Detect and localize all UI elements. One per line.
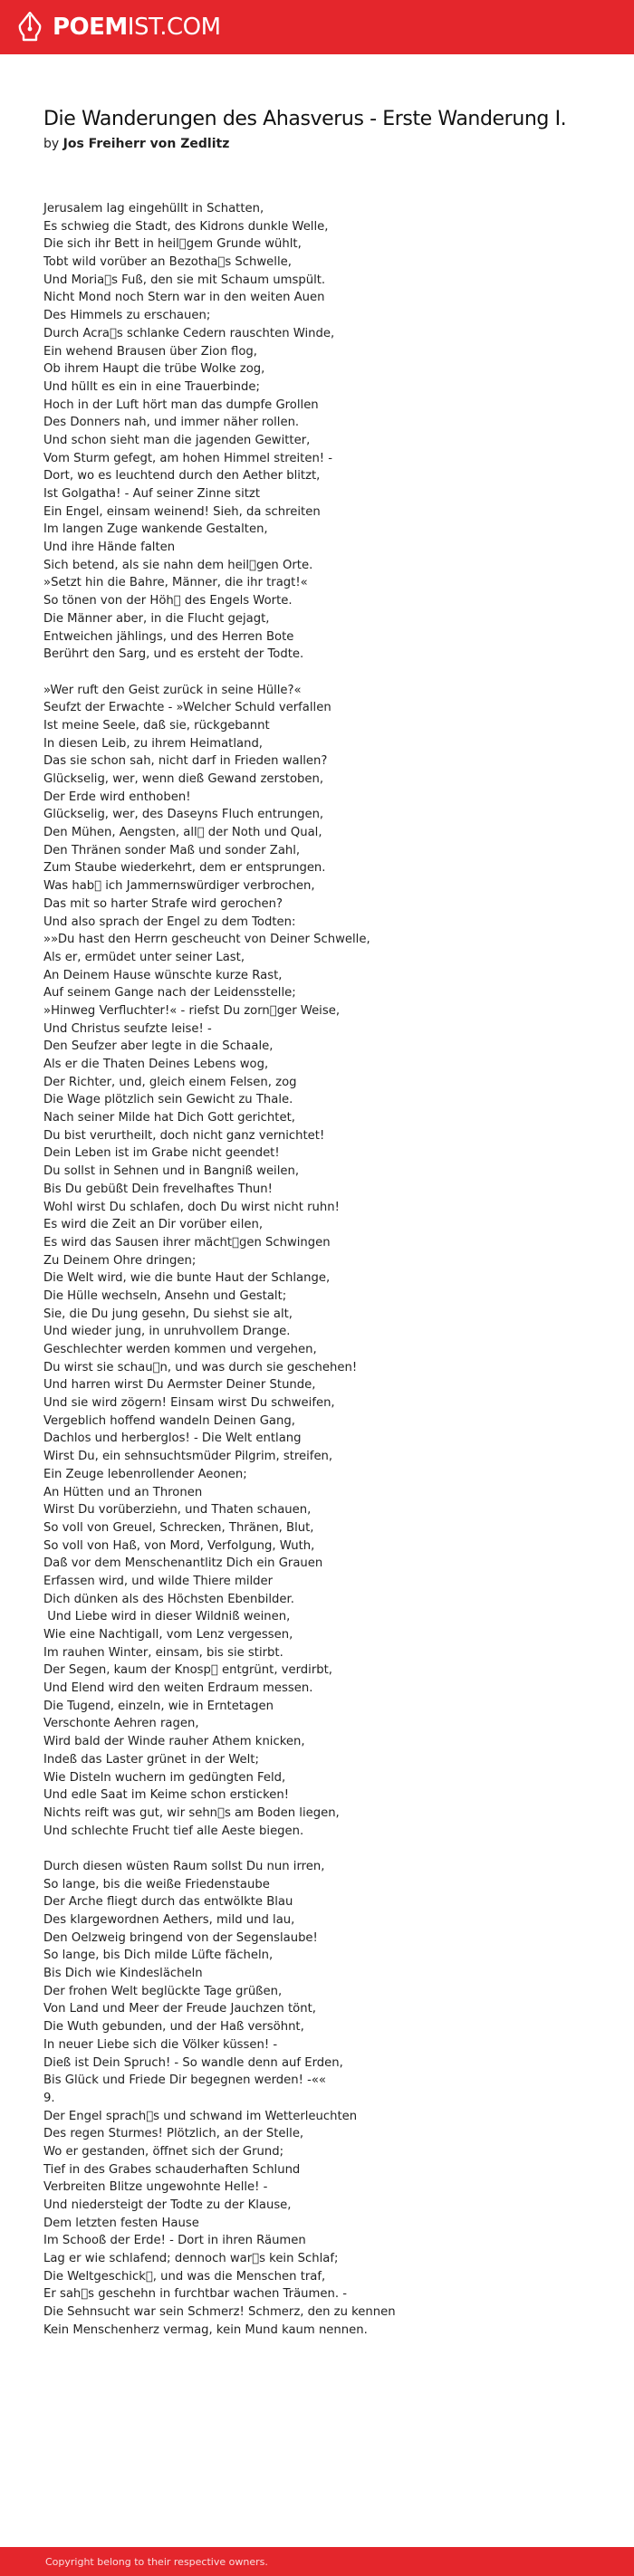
poem-stanza: [43, 682, 605, 1841]
poem-line: Der Arche fliegt durch das entwölkte Blau: [43, 1895, 293, 1910]
poem-line: Und ihre Hände falten: [43, 541, 176, 555]
poem-line: Der Segen, kaum der Knosp  entgrünt, verdirbt,: [43, 1663, 332, 1678]
poem-line: Tobt wild vorüber an Bezotha s Schwelle,: [43, 255, 292, 270]
poem-line: Nichts reift was gut, wir sehn s am Boden liegen,: [43, 1805, 340, 1820]
poem-stanza: [43, 1858, 605, 2340]
poem-line: Den Oelzweig bringend von der Segenslaube!: [43, 1930, 318, 1945]
poem-line: Es schwieg die Stadt, des Kidrons dunkle Welle,: [43, 219, 329, 234]
poem-line: Wohl wirst Du schlafen, doch Du wirst nicht ruhn!: [43, 1200, 340, 1214]
poem-line: Er sah s geschehn in furchtbar wachen Träumen. -: [43, 2287, 347, 2302]
poem-line: Ist meine Seele, daß sie, rückgebannt: [43, 718, 270, 733]
poem-line: Auf seinem Gange nach der Leidensstelle;: [43, 986, 296, 1001]
poem-line: Den Mühen, Aengsten, all  der Noth und Qual,: [43, 826, 322, 840]
poem-line: Ein Engel, einsam weinend! Sieh, da schreiten: [43, 504, 321, 519]
poem-line: Nicht Mond noch Stern war in den weiten Auen: [43, 291, 325, 305]
poem-line: Jerusalem lag eingehüllt in Schatten,: [43, 202, 264, 215]
poem-line: Das sie schon sah, nicht darf in Frieden wallen?: [43, 754, 328, 769]
site-footer: [0, 2547, 634, 2576]
poem-line: Wie eine Nachtigall, vom Lenz vergessen,: [43, 1628, 293, 1642]
poem-line: Und wieder jung, in unruhvollem Drange.: [43, 1325, 291, 1339]
poem-line: Die Weltgeschick , und was die Menschen traf,: [43, 2269, 326, 2284]
poem-line: Zu Deinem Ohre dringen;: [43, 1253, 197, 1268]
poem-line: So lange, bis die weiße Friedenstaube: [43, 1877, 270, 1891]
poem-line: Die sich ihr Bett in heil gem Grunde wühlt,: [43, 237, 302, 252]
poem-line: Und Elend wird den weiten Erdraum messen.: [43, 1681, 313, 1696]
poem-line: Du wirst sie schau n, und was durch sie geschehen!: [43, 1360, 358, 1374]
poem-line: Und schon sieht man die jagenden Gewitter,: [43, 433, 311, 447]
poem-stanza: [43, 200, 605, 664]
poem-line: Hoch in der Luft hört man das dumpfe Grollen: [43, 397, 319, 412]
poem-line: Dieß ist Dein Spruch! - So wandle denn auf Erden,: [43, 2055, 343, 2070]
poem-line: Durch Acra s schlanke Cedern rauschten Winde,: [43, 326, 335, 340]
poem-line: Und Liebe wird in dieser Wildniß weinen,: [43, 1610, 291, 1624]
poem-line: Als er, ermüdet unter seiner Last,: [43, 950, 245, 964]
poem-line: Erfassen wird, und wilde Thiere milder: [43, 1574, 274, 1588]
poem-line: An Deinem Hause wünschte kurze Rast,: [43, 968, 283, 982]
poem-line: Tief in des Grabes schauderhaften Schlund: [43, 2162, 301, 2177]
poem-line: Als er die Thaten Deines Lebens wog,: [43, 1058, 269, 1071]
poem-line: Im langen Zuge wankende Gestalten,: [43, 522, 268, 537]
poem-line: Von Land und Meer der Freude Jauchzen tönt,: [43, 2002, 316, 2016]
poem-line: So voll von Haß, von Mord, Verfolgung, Wuth,: [43, 1538, 315, 1553]
poem-line: Verbreiten Blitze ungewohnte Helle! -: [43, 2180, 268, 2195]
poem-line: Lag er wie schlafend; dennoch war s kein Schlaf;: [43, 2252, 339, 2266]
copyright-text: Copyright belong to their respective owners.: [45, 2555, 268, 2568]
poem-line: Und schlechte Frucht tief alle Aeste biegen.: [43, 1824, 304, 1838]
logo-light-text: IST.COM: [127, 14, 221, 41]
poem-line: Ein wehend Brausen über Zion flog,: [43, 344, 257, 359]
poem-line: Kein Menschenherz vermag, kein Mund kaum nennen.: [43, 2322, 368, 2337]
poem-byline: [43, 136, 229, 152]
poem-line: Bis Glück und Friede Dir begegnen werden! -««: [43, 2073, 326, 2088]
poem-line: Dort, wo es leuchtend durch den Aether blitzt,: [43, 469, 321, 484]
poem-line: Der Erde wird enthoben!: [43, 790, 191, 804]
poem-line: Die Welt wird, wie die bunte Haut der Schlange,: [43, 1271, 331, 1286]
poem-line: Das mit so harter Strafe wird gerochen?: [43, 896, 283, 911]
poem-line: Des regen Sturmes! Plötzlich, an der Stelle,: [43, 2127, 304, 2141]
poem-line: Bis Dich wie Kindeslächeln: [43, 1967, 203, 1981]
poem-line: Der Engel sprach s und schwand im Wetterleuchten: [43, 2109, 358, 2123]
poem-line: Du bist verurtheilt, doch nicht ganz vernichtet!: [43, 1128, 325, 1143]
poem-line: Vergeblich hoffend wandeln Deinen Gang,: [43, 1413, 295, 1428]
site-header: [0, 0, 634, 54]
poem-line: Die Tugend, einzeln, wie in Erntetagen: [43, 1699, 274, 1713]
poem-line: Entweichen jählings, und des Herren Bote: [43, 629, 294, 644]
poem-line: So lange, bis Dich milde Lüfte fächeln,: [43, 1949, 274, 1963]
poem-line: Seufzt der Erwachte - »Welcher Schuld verfallen: [43, 701, 331, 715]
poem-line: »»Du hast den Herrn gescheucht von Deiner Schwelle,: [43, 933, 370, 947]
logo-strong-text: POEM: [53, 14, 128, 41]
poem-line: Und Moria s Fuß, den sie mit Schaum umspült.: [43, 273, 326, 287]
poem-line: Und also sprach der Engel zu dem Todten:: [43, 915, 296, 929]
poem-line: An Hütten und an Thronen: [43, 1485, 203, 1499]
poem-line: Und sie wird zögern! Einsam wirst Du schweifen,: [43, 1396, 335, 1411]
poem-line: Nach seiner Milde hat Dich Gott gerichtet,: [43, 1111, 295, 1125]
poem-line: Was hab  ich Jammernswürdiger verbrochen,: [43, 879, 315, 894]
poem-line: »Setzt hin die Bahre, Männer, die ihr tragt!«: [43, 576, 308, 590]
poem-line: Du sollst in Sehnen und in Bangniß weilen,: [43, 1164, 300, 1179]
poem-line: Wird bald der Winde rauher Athem knicken,: [43, 1735, 305, 1749]
poem-line: Des Donners nah, und immer näher rollen.: [43, 416, 300, 430]
poem-line: Die Wuth gebunden, und der Haß versöhnt,: [43, 2020, 304, 2035]
poem-line: Es wird die Zeit an Dir vorüber eilen,: [43, 1218, 264, 1232]
poem-line: Indeß das Laster grünet in der Welt;: [43, 1752, 259, 1767]
poem-line: Und niedersteigt der Todte zu der Klause,: [43, 2198, 292, 2212]
poem-line: Berührt den Sarg, und es ersteht der Todte.: [43, 647, 304, 662]
poem-line: Den Seufzer aber legte in die Schaale,: [43, 1039, 274, 1054]
poem-line: Geschlechter werden kommen und vergehen,: [43, 1343, 317, 1356]
author-link[interactable]: Jos Freiherr von Zedlitz: [62, 137, 230, 151]
poem-line: Sie, die Du jung gesehn, Du siehst sie alt,: [43, 1307, 293, 1321]
poem-line: Ob ihrem Haupt die trübe Wolke zog,: [43, 362, 265, 377]
poem-line: In neuer Liebe sich die Völker küssen! -: [43, 2037, 278, 2052]
poem-line: Im Schooß der Erde! - Dort in ihren Räumen: [43, 2234, 306, 2248]
poem-line: Die Hülle wechseln, Ansehn und Gestalt;: [43, 1288, 287, 1303]
poem-line: Im rauhen Winter, einsam, bis sie stirbt.: [43, 1645, 283, 1660]
site-logo[interactable]: [16, 12, 221, 43]
poem-line: Vom Sturm gefegt, am hohen Himmel streiten! -: [43, 451, 333, 465]
poem-line: Der frohen Welt beglückte Tage grüßen,: [43, 1984, 283, 1998]
poem-line: So voll von Greuel, Schrecken, Thränen, Blut,: [43, 1520, 314, 1535]
logo-wordmark: [53, 15, 221, 39]
poem-line: Wie Disteln wuchern im gedüngten Feld,: [43, 1770, 286, 1785]
poem-line: Wo er gestanden, öffnet sich der Grund;: [43, 2144, 284, 2159]
poem-line: In diesen Leib, zu ihrem Heimatland,: [43, 736, 264, 751]
poem-line: Bis Du gebüßt Dein frevelhaftes Thun!: [43, 1182, 273, 1196]
poem-line: Glückselig, wer, des Daseyns Fluch entrungen,: [43, 808, 324, 822]
poem-line: Wirst Du, ein sehnsuchtsmüder Pilgrim, streifen,: [43, 1450, 333, 1464]
poem-line: Und hüllt es ein in eine Trauerbinde;: [43, 379, 260, 394]
poem-line: Durch diesen wüsten Raum sollst Du nun irren,: [43, 1859, 325, 1873]
poem-line: Der Richter, und, gleich einem Felsen, zog: [43, 1075, 297, 1089]
by-label: by: [43, 137, 60, 151]
poem-title: Die Wanderungen des Ahasverus - Erste Wanderung I.: [43, 108, 567, 130]
poem-line: Die Wage plötzlich sein Gewicht zu Thale.: [43, 1093, 293, 1107]
poem-line: Sich betend, als sie nahn dem heil gen Orte.: [43, 558, 313, 572]
poem-line: Dem letzten festen Hause: [43, 2216, 199, 2230]
poem-line: »Hinweg Verfluchter!« - riefst Du zorn ger Weise,: [43, 1003, 341, 1018]
poem-line: Glückselig, wer, wenn dieß Gewand zerstoben,: [43, 772, 324, 786]
poem-line: Die Männer aber, in die Flucht gejagt,: [43, 611, 270, 626]
poem-line: Des klargewordnen Aethers, mild und lau,: [43, 1913, 295, 1927]
poem-line: Ist Golgatha! - Auf seiner Zinne sitzt: [43, 487, 261, 501]
poem-line: Daß vor dem Menschenantlitz Dich ein Grauen: [43, 1556, 323, 1571]
poem-line: Es wird das Sausen ihrer mächt gen Schwingen: [43, 1235, 331, 1250]
poem-line: Und edle Saat im Keime schon ersticken!: [43, 1788, 290, 1803]
poem-line: Zum Staube wiederkehrt, dem er entsprungen.: [43, 861, 326, 876]
poem-line: 9.: [43, 2091, 55, 2105]
poem-line: »Wer ruft den Geist zurück in seine Hülle?«: [43, 683, 302, 697]
poem-line: Dein Leben ist im Grabe nicht geendet!: [43, 1146, 280, 1161]
pen-nib-icon: [16, 12, 43, 43]
poem-line: Die Sehnsucht war sein Schmerz! Schmerz, den zu kennen: [43, 2305, 396, 2320]
poem-line: Ein Zeuge lebenrollender Aeonen;: [43, 1467, 247, 1481]
poem-line: Dich dünken als des Höchsten Ebenbilder.: [43, 1592, 294, 1606]
poem-line: Und Christus seufzte leise! -: [43, 1021, 212, 1036]
poem-line: Den Thränen sonder Maß und sonder Zahl,: [43, 843, 301, 857]
poem-line: So tönen von der Höh  des Engels Worte.: [43, 594, 293, 608]
poem-line: Verschonte Aehren ragen,: [43, 1717, 199, 1731]
poem-body: [43, 200, 605, 2357]
poem-line: Wirst Du vorüberziehn, und Thaten schauen,: [43, 1503, 312, 1518]
poem-line: Dachlos und herberglos! - Die Welt entlang: [43, 1432, 302, 1446]
poem-line: Des Himmels zu erschauen;: [43, 309, 211, 323]
poem-line: Und harren wirst Du Aermster Deiner Stunde,: [43, 1378, 316, 1393]
